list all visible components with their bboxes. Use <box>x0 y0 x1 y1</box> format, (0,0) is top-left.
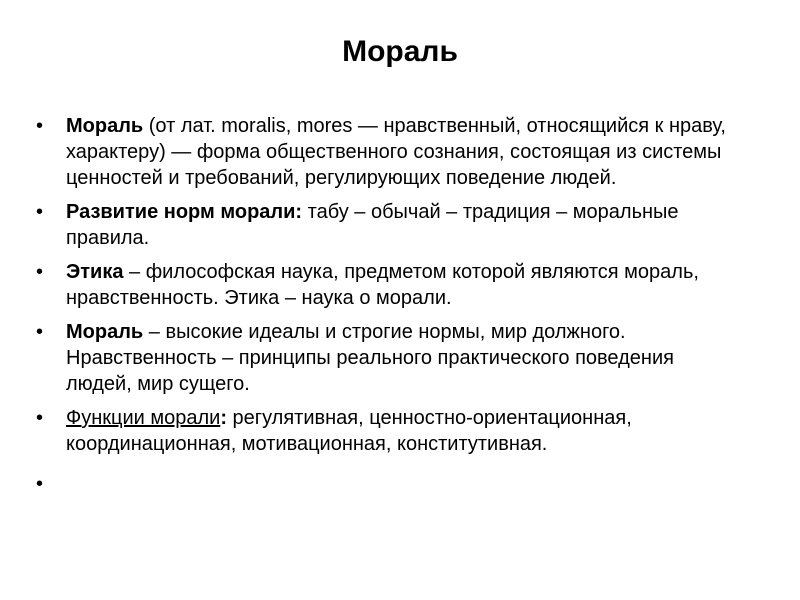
bullet-item-norm-development <box>36 199 736 251</box>
bullet-list <box>36 113 736 505</box>
bullet-item-empty <box>36 471 736 497</box>
slide-title: Мораль <box>342 35 458 68</box>
bullet-dot-icon: • <box>36 115 44 137</box>
term-functions: Функции морали <box>66 407 221 429</box>
bullet-item-functions <box>36 405 736 457</box>
term-functions-colon: : <box>220 407 227 429</box>
term-morality: Мораль <box>66 115 144 137</box>
bullet-item-definition <box>36 113 736 191</box>
norm-development-text: табу – обычай – традиция – моральные правила. <box>66 201 679 249</box>
bullet-dot-icon: • <box>36 321 44 343</box>
term-morality-ideals: Мораль <box>66 321 144 343</box>
term-ethics: Этика <box>66 261 124 283</box>
functions-text: регулятивная, ценностно-ориентационная, координационная, мотивационная, конститутивная. <box>66 407 632 455</box>
bullet-dot-icon: • <box>36 407 44 429</box>
bullet-item-ethics <box>36 259 736 311</box>
ethics-text: – философская наука, предметом которой являются мораль, нравственность. Этика – наука о морали. <box>66 261 699 309</box>
bullet-dot-icon: • <box>36 201 44 223</box>
term-norm-development: Развитие норм морали: <box>66 201 303 223</box>
bullet-item-morality-vs-ethics <box>36 319 736 397</box>
definition-text: (от лат. moralis, mores — нравственный, относящийся к нраву, характеру) — форма общественного сознания, состоящая из системы ценностей и требований, регулирующих поведение людей. <box>66 115 726 189</box>
morality-ideals-text: – высокие идеалы и строгие нормы, мир должного. Нравственность – принципы реального практического поведения людей, мир сущего. <box>66 321 674 395</box>
bullet-dot-icon: • <box>36 473 44 495</box>
bullet-dot-icon: • <box>36 261 44 283</box>
